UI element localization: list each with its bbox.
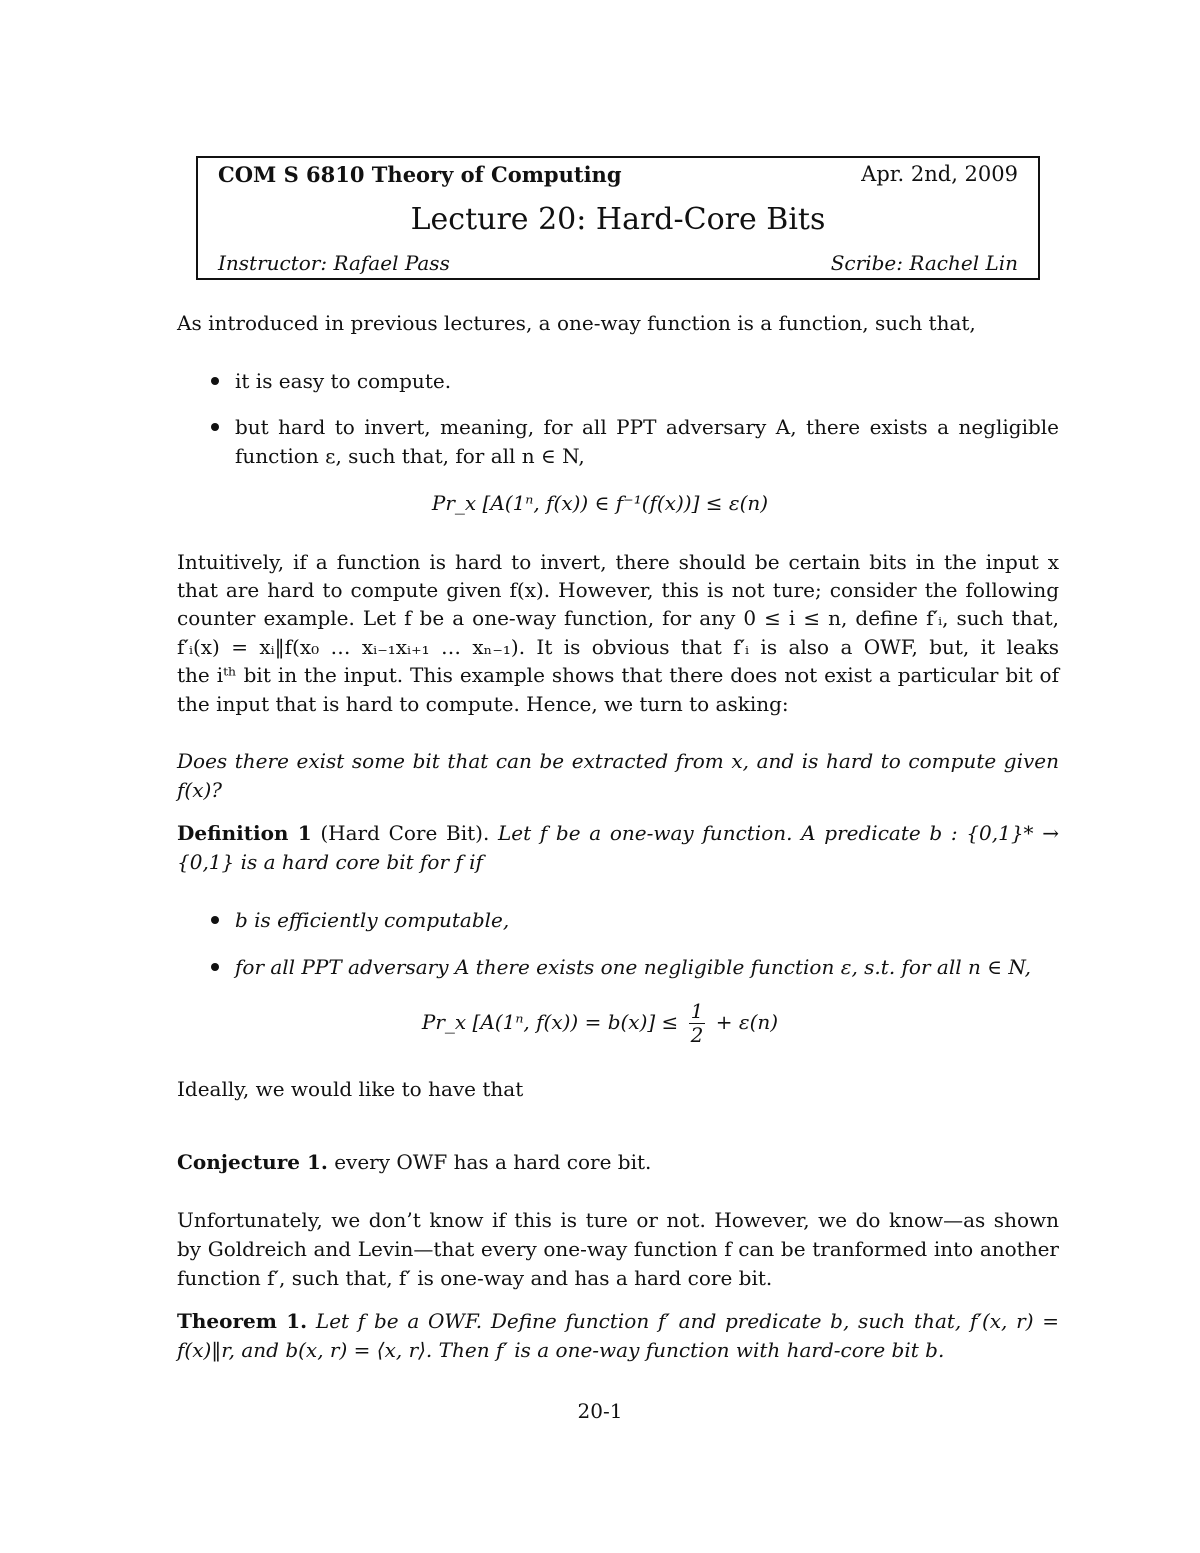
lecture-header bbox=[196, 156, 1040, 280]
owf-bullet-hard-line1: but hard to invert, meaning, for all PPT adversary A, there exists a negligible bbox=[235, 415, 1059, 439]
bullet-dot bbox=[211, 423, 219, 431]
intro-text: As introduced in previous lectures, a one-way function is a function, such that, bbox=[177, 311, 976, 335]
definition-line2: {0,1} is a hard core bit for f if bbox=[177, 850, 483, 874]
lecture-title: Lecture 20: Hard-Core Bits bbox=[410, 202, 826, 237]
equation-hardcore bbox=[0, 1000, 1200, 1047]
eq-left: Pr_x [A(1ⁿ, f(x)) = b(x)] ≤ bbox=[421, 1010, 679, 1034]
instructor: Instructor: Rafael Pass bbox=[218, 251, 450, 275]
para1-line6: the input that is hard to compute. Hence, we turn to asking: bbox=[177, 692, 789, 716]
bullet-dot bbox=[211, 916, 219, 924]
bullet-dot bbox=[211, 377, 219, 385]
para2-line3: function f′, such that, f′ is one-way and has a hard core bit. bbox=[177, 1266, 773, 1290]
bullet-dot bbox=[211, 963, 219, 971]
page-number: 20-1 bbox=[577, 1399, 623, 1423]
scribe: Scribe: Rachel Lin bbox=[830, 251, 1018, 275]
theorem-line2: f(x)‖r, and b(x, r) = ⟨x, r⟩. Then f′ is a one-way function with hard-core bit b. bbox=[177, 1338, 945, 1362]
fraction-denominator: 2 bbox=[690, 1023, 704, 1047]
theorem-label: Theorem 1. bbox=[177, 1309, 308, 1333]
conjecture-label: Conjecture 1. bbox=[177, 1150, 328, 1174]
theorem-line1 bbox=[177, 1311, 1059, 1331]
para1-line1: Intuitively, if a function is hard to invert, there should be certain bits in the input x bbox=[177, 550, 1059, 574]
conjecture bbox=[177, 1152, 651, 1172]
lecture-date: Apr. 2nd, 2009 bbox=[861, 162, 1018, 186]
conjecture-text: every OWF has a hard core bit. bbox=[334, 1150, 652, 1174]
theorem-text: Let f be a OWF. Define function f′ and predicate b, such that, f′(x, r) = bbox=[315, 1309, 1059, 1333]
eq-right: + ε(n) bbox=[715, 1010, 779, 1034]
owf-bullet-hard-line2: function ε, such that, for all n ∈ N, bbox=[235, 444, 585, 468]
para1-line5: the iᵗʰ bit in the input. This example shows that there does not exist a particular bit of bbox=[177, 663, 1059, 687]
definition-label: Definition 1 bbox=[177, 821, 312, 845]
fraction-numerator: 1 bbox=[690, 999, 704, 1023]
question-line1: Does there exist some bit that can be extracted from x, and is hard to compute given bbox=[177, 749, 1059, 773]
ideally-text: Ideally, we would like to have that bbox=[177, 1077, 524, 1101]
definition-text: Let f be a one-way function. A predicate b : {0,1}* → bbox=[498, 821, 1060, 845]
para2-line2: by Goldreich and Levin—that every one-way function f can be tranformed into another bbox=[177, 1237, 1059, 1261]
para2-line1: Unfortunately, we don’t know if this is ture or not. However, we do know—as shown bbox=[177, 1208, 1059, 1232]
equation-inversion: Pr_x [A(1ⁿ, f(x)) ∈ f⁻¹(f(x))] ≤ ε(n) bbox=[431, 491, 769, 515]
definition-name: (Hard Core Bit). bbox=[320, 821, 490, 845]
para1-line4: f′ᵢ(x) = xᵢ‖f(x₀ … xᵢ₋₁xᵢ₊₁ … xₙ₋₁). It is obvious that f′ᵢ is also a OWF, but, it leaks bbox=[177, 635, 1059, 659]
para1-line3: counter example. Let f be a one-way function, for any 0 ≤ i ≤ n, define f′ᵢ, such that, bbox=[177, 606, 1059, 630]
owf-bullet-easy: it is easy to compute. bbox=[235, 369, 452, 393]
definition-line1 bbox=[177, 823, 1059, 843]
fraction-one-half bbox=[689, 1000, 706, 1047]
para1-line2: that are hard to compute given f(x). However, this is not ture; consider the following bbox=[177, 578, 1059, 602]
definition-bullet-adversary: for all PPT adversary A there exists one negligible function ε, s.t. for all n ∈ N, bbox=[235, 955, 1031, 979]
course-name: COM S 6810 Theory of Computing bbox=[218, 162, 622, 187]
definition-bullet-computable: b is efficiently computable, bbox=[235, 908, 510, 932]
question-line2: f(x)? bbox=[177, 778, 223, 802]
